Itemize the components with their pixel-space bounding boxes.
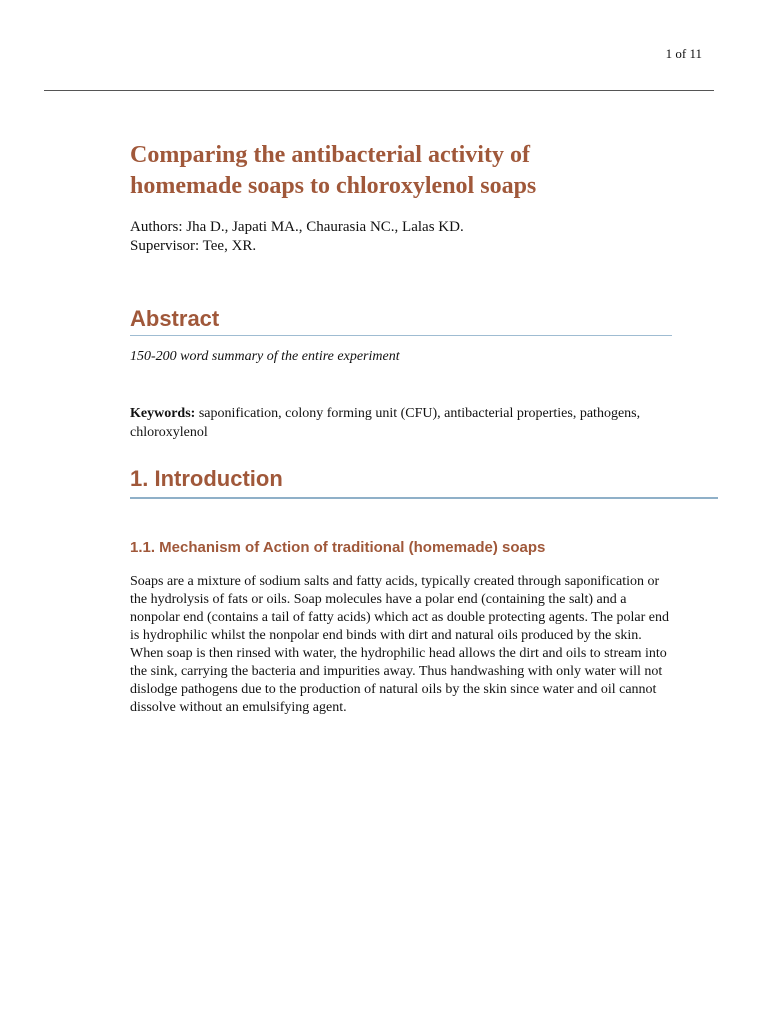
paragraph-line: dissolve without an emulsifying agent. bbox=[130, 700, 347, 715]
introduction-paragraph bbox=[130, 573, 720, 717]
abstract-summary: 150-200 word summary of the entire experiment bbox=[130, 349, 400, 364]
keywords-paragraph bbox=[130, 404, 705, 442]
subsection-heading: 1.1. Mechanism of Action of traditional (homemade) soaps bbox=[130, 539, 546, 556]
paragraph-line: nonpolar end (contains a tail of fatty acids) which act as double protecting agents. The polar end bbox=[130, 610, 669, 625]
paper-title-line: homemade soaps to chloroxylenol soaps bbox=[130, 173, 537, 199]
keywords-label: Keywords: bbox=[130, 406, 196, 421]
abstract-divider bbox=[130, 335, 672, 336]
keywords-text: saponification, colony forming unit (CFU), antibacterial properties, pathogens, chloroxylenol bbox=[130, 406, 641, 440]
paragraph-line: the hydrolysis of fats or oils. Soap molecules have a polar end (containing the salt) and a bbox=[130, 592, 627, 607]
introduction-heading: 1. Introduction bbox=[130, 466, 283, 491]
abstract-heading: Abstract bbox=[130, 306, 220, 331]
paragraph-line: When soap is then rinsed with water, the hydrophilic head allows the dirt and oils to stream into bbox=[130, 646, 667, 661]
paragraph-line: Soaps are a mixture of sodium salts and fatty acids, typically created through saponification or bbox=[130, 574, 660, 589]
supervisor-line: Supervisor: Tee, XR. bbox=[130, 238, 257, 254]
author-block bbox=[130, 218, 464, 256]
paragraph-line: is hydrophilic whilst the nonpolar end binds with dirt and natural oils produced by the skin. bbox=[130, 628, 642, 643]
introduction-divider bbox=[130, 497, 718, 499]
authors-line: Authors: Jha D., Japati MA., Chaurasia NC., Lalas KD. bbox=[130, 219, 464, 235]
paragraph-line: dislodge pathogens due to the production of natural oils by the skin since water and oil cannot bbox=[130, 682, 657, 697]
paragraph-line: the sink, carrying the bacteria and impurities away. Thus handwashing with only water will not bbox=[130, 664, 663, 679]
paper-title bbox=[130, 140, 690, 202]
paper-title-line: Comparing the antibacterial activity of bbox=[130, 142, 530, 168]
header-divider bbox=[44, 90, 714, 91]
page-number: 1 of 11 bbox=[665, 46, 702, 61]
